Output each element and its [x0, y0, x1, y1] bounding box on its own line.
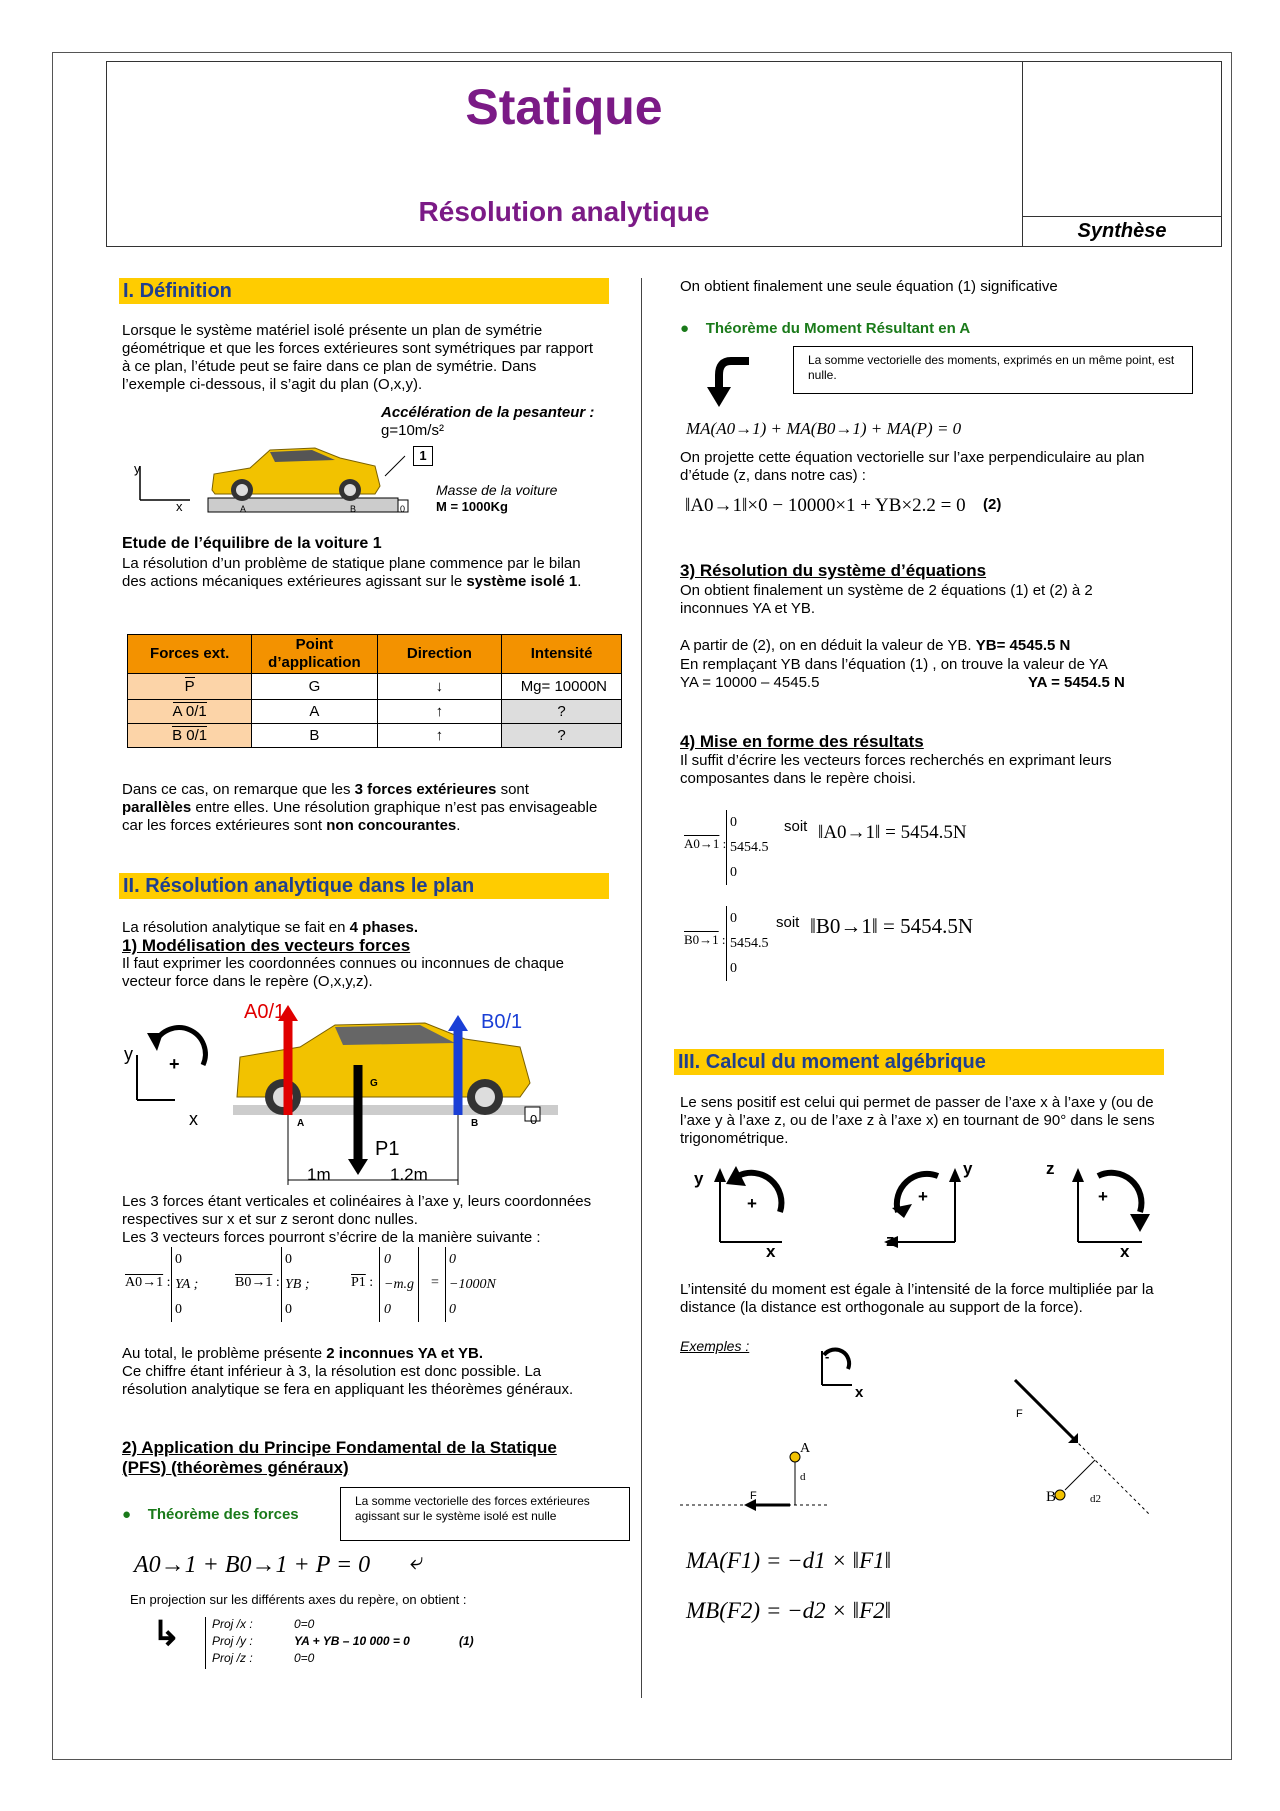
- cell-point: B: [252, 724, 377, 748]
- cell-direction: ↑: [377, 700, 502, 724]
- header-tag-divider: [1022, 216, 1222, 217]
- result-a-coords: 0 5454.5 0: [726, 810, 769, 885]
- result-b-norm: ‖B0→1‖ = 5454.5N: [810, 914, 974, 938]
- fig1-x-label: x: [176, 499, 183, 514]
- fig2-g-label: G: [370, 1078, 378, 1089]
- fig2-distance-1: 1m: [307, 1165, 331, 1184]
- example-x-label: x: [855, 1384, 864, 1401]
- cell-direction: ↑: [377, 724, 502, 748]
- moment-formula-1: MA(F1) = −d1 × ‖F1‖: [686, 1548, 892, 1573]
- page-subtitle: Résolution analytique: [418, 196, 710, 227]
- cell-intensity: Mg= 10000N: [502, 674, 622, 700]
- cell-intensity: ?: [502, 700, 622, 724]
- vector-a-coords: 0 YA ; 0: [171, 1247, 198, 1322]
- moment-formula-2: MB(F2) = −d2 × ‖F2‖: [686, 1598, 892, 1623]
- fig2-point-b: B: [471, 1118, 479, 1129]
- th-forces: Forces ext.: [128, 635, 252, 674]
- section-1-title: I. Définition: [119, 278, 609, 304]
- fig2-a-label: A0/1: [244, 1001, 286, 1023]
- fig2-distance-2: 1.2m: [390, 1165, 428, 1184]
- axis-3-horizontal: x: [1120, 1242, 1130, 1261]
- car-number-box: 1: [413, 446, 433, 466]
- s1-paragraph: Lorsque le système matériel isolé présente un plan de symétrie géométrique et que les forces extérieures sont symétriques par rapport à ce plan, l’étude peut se faire dans ce plan de symétrie. Dans l’exemple ci-dessous, il s’agit du plan (O,x,y).: [122, 322, 594, 393]
- vector-b-name: B0→1 :: [235, 1275, 280, 1290]
- accel-label: Accélération de la pesanteur :: [381, 404, 595, 421]
- thm-forces-label: ● Théorème des forces: [122, 1506, 299, 1523]
- table-row: [128, 724, 622, 748]
- moment-equation: MA(A0→1) + MA(B0→1) + MA(P) = 0: [686, 419, 962, 438]
- forces-equation: A0→1 + B0→1 + P = 0: [134, 1552, 371, 1578]
- example-a-label: A: [800, 1441, 811, 1456]
- equilibrium-title: Etude de l’équilibre de la voiture 1: [122, 535, 382, 552]
- vector-a-name: A0→1 :: [125, 1275, 171, 1290]
- s2-paragraph-1: Il faut exprimer les coordonnées connues ou inconnues de chaque vecteur force dans le repère (O,x,y,z).: [122, 955, 564, 990]
- cell-force: P: [128, 674, 252, 700]
- example-d2-label: d2: [1090, 1493, 1101, 1505]
- col2-heading-4: 4) Mise en forme des résultats: [680, 732, 924, 751]
- example-f2-label: F: [1016, 1408, 1023, 1420]
- fig1-o-label: 0: [400, 504, 406, 514]
- axis-3-plus: +: [1098, 1187, 1108, 1206]
- col2-paragraph-7: Il suffit d’écrire les vecteurs forces recherchés en exprimant leurs composantes dans le repère choisi.: [680, 752, 1112, 787]
- th-point: Point d’application: [252, 635, 377, 674]
- s2-intro: La résolution analytique se fait en 4 phases.: [122, 919, 419, 936]
- cell-direction: ↓: [377, 674, 502, 700]
- document-tag: Synthèse: [1077, 220, 1167, 242]
- s3-paragraph-1: Le sens positif est celui qui permet de passer de l’axe x à l’axe y (ou de l’axe y à l’axe z, ou de l’axe z à l’axe x) en tournant de 90° dans le sens trigonométrique.: [680, 1094, 1155, 1147]
- mass-value: M = 1000Kg: [436, 499, 508, 514]
- s1-conclusion: Dans ce cas, on remarque que les 3 forces extérieures sont parallèles entre elles. Une résolution graphique n’est pas envisageable car les forces extérieures sont non concourantes.: [122, 781, 598, 834]
- vector-p-values: 0 −1000N 0: [445, 1247, 496, 1322]
- cell-force: B 0/1: [128, 724, 252, 748]
- thm-forces-box: La somme vectorielle des forces extérieures agissant sur le système isolé est nulle: [340, 1487, 630, 1541]
- page-title: Statique: [465, 79, 663, 135]
- col2-paragraph-1: On obtient finalement une seule équation (1) significative: [680, 278, 1058, 295]
- s2-paragraph-3: Les 3 vecteurs forces pourront s’écrire de la manière suivante :: [122, 1229, 541, 1246]
- equation-2-number: (2): [983, 496, 1002, 513]
- col2-paragraph-2: On projette cette équation vectorielle sur l’axe perpendiculaire au plan d’étude (z, dans notre cas) :: [680, 449, 1145, 484]
- s3-paragraph-2: L’intensité du moment est égale à l’intensité de la force multipliée par la distance (la distance est orthogonale au support de la force).: [680, 1281, 1154, 1316]
- mass-label: Masse de la voiture: [436, 482, 558, 498]
- forces-table: [127, 634, 622, 748]
- examples-label: Exemples :: [680, 1338, 750, 1354]
- vector-matrices: A0→1 : 0 YA ; 0 B0→1 : 0 YB ; 0 P1 : 0 −m.g 0 = 0 −1000N 0: [125, 1247, 595, 1322]
- fig2-point-a: A: [297, 1118, 305, 1129]
- example-b-label: B: [1046, 1489, 1057, 1505]
- result-b-name: B0→1 :: [684, 932, 726, 947]
- cell-point: G: [252, 674, 377, 700]
- axis-3-vertical: z: [1046, 1159, 1055, 1178]
- th-intensity: Intensité: [502, 635, 622, 674]
- axis-2-plus: +: [918, 1187, 928, 1206]
- col2-heading-3: 3) Résolution du système d’équations: [680, 561, 987, 580]
- result-a-name: A0→1 :: [684, 836, 727, 851]
- fig1-a-label: A: [240, 504, 247, 514]
- s2-heading-2: 2) Application du Principe Fondamental de la Statique (PFS) (théorèmes généraux): [122, 1438, 557, 1477]
- car-figure-1: [130, 436, 410, 516]
- fig2-y-label: y: [124, 1044, 133, 1064]
- thm-moment-box: La somme vectorielle des moments, exprimés en un même point, est nulle.: [793, 346, 1193, 394]
- table-row: [128, 674, 622, 700]
- axes-diagram-3: [1072, 1168, 1150, 1242]
- return-arrow-icon: ⤶: [410, 1548, 424, 1575]
- vector-p-name: P1 :: [351, 1275, 374, 1290]
- moment-arrow-icon: [707, 355, 759, 411]
- projection-list: Proj /x : 0=0 Proj /y : YA + YB – 10 000 = 0 (1) Proj /z : 0=0: [212, 1617, 474, 1665]
- result-a-norm: ‖A0→1‖ = 5454.5N: [818, 822, 967, 843]
- thm-moment-label: ● Théorème du Moment Résultant en A: [680, 320, 971, 337]
- fig1-y-label: y: [134, 461, 141, 476]
- equilibrium-text: La résolution d’un problème de statique plane commence par le bilan des actions mécaniques extérieures agissant sur le système isolé 1.: [122, 555, 582, 590]
- section-2-title: II. Résolution analytique dans le plan: [119, 873, 609, 899]
- table-row: [128, 700, 622, 724]
- col2-paragraph-3: On obtient finalement un système de 2 équations (1) et (2) à 2 inconnues YA et YB.: [680, 582, 1093, 617]
- axes-diagram-2: [884, 1168, 961, 1248]
- result-vector-b: [684, 906, 1104, 981]
- cell-intensity: ?: [502, 724, 622, 748]
- fig2-p-label: P1: [375, 1138, 400, 1160]
- column-separator: [641, 278, 642, 1698]
- s2-heading-1: 1) Modélisation des vecteurs forces: [122, 936, 411, 955]
- vector-b-coords: 0 YB ; 0: [281, 1247, 310, 1322]
- fig2-plus: +: [169, 1054, 180, 1074]
- axis-2-horizontal: z: [886, 1231, 895, 1250]
- cell-point: A: [252, 700, 377, 724]
- col2-paragraph-4: A partir de (2), on en déduit la valeur de YB. YB= 4545.5 N: [680, 637, 1071, 654]
- axis-1-plus: +: [747, 1194, 757, 1213]
- th-direction: Direction: [377, 635, 502, 674]
- col2-ya-expression: YA = 10000 – 4545.5: [680, 674, 820, 691]
- s2-paragraph-2: Les 3 forces étant verticales et colinéaires à l’axe y, leurs coordonnées respectives sur x et sur z seront donc nulles.: [122, 1193, 592, 1228]
- moment-projection-equation: ‖A0→1‖×0 − 10000×1 + YB×2.2 = 0: [685, 495, 966, 516]
- projection-intro: En projection sur les différents axes du repère, on obtient :: [130, 1592, 467, 1607]
- section-3-title: III. Calcul du moment algébrique: [674, 1049, 1164, 1075]
- example-f1-label: F: [750, 1490, 757, 1502]
- s2-paragraph-4: Au total, le problème présente 2 inconnues YA et YB. Ce chiffre étant inférieur à 3, la résolution est donc possible. La résolution analytique se fera en appliquant les théorèmes généraux.: [122, 1345, 574, 1398]
- result-a-soit: soit: [784, 818, 808, 835]
- projection-bar: [205, 1617, 206, 1669]
- bent-arrow-icon: ↳: [152, 1615, 181, 1653]
- result-b-coords: 0 5454.5 0: [726, 906, 769, 981]
- fig2-b-label: B0/1: [481, 1011, 523, 1033]
- axis-1-horizontal: x: [766, 1242, 776, 1261]
- axis-2-vertical: y: [963, 1159, 973, 1178]
- vector-p-coords: 0 −m.g 0: [379, 1247, 419, 1322]
- result-vector-a: [684, 810, 1104, 885]
- cell-force: A 0/1: [128, 700, 252, 724]
- fig2-x-label: x: [189, 1109, 198, 1129]
- fig2-point-o: 0: [530, 1112, 538, 1127]
- example-d-label: d: [800, 1471, 806, 1483]
- axis-1-vertical: y: [694, 1169, 704, 1188]
- fig1-b-label: B: [350, 504, 357, 514]
- col2-ya-result: YA = 5454.5 N: [1028, 674, 1125, 691]
- col2-paragraph-5: En remplaçant YB dans l’équation (1) , on trouve la valeur de YA: [680, 656, 1108, 673]
- accel-value: g=10m/s²: [381, 422, 444, 439]
- example-minus: -: [825, 1349, 830, 1364]
- result-b-soit: soit: [776, 914, 800, 931]
